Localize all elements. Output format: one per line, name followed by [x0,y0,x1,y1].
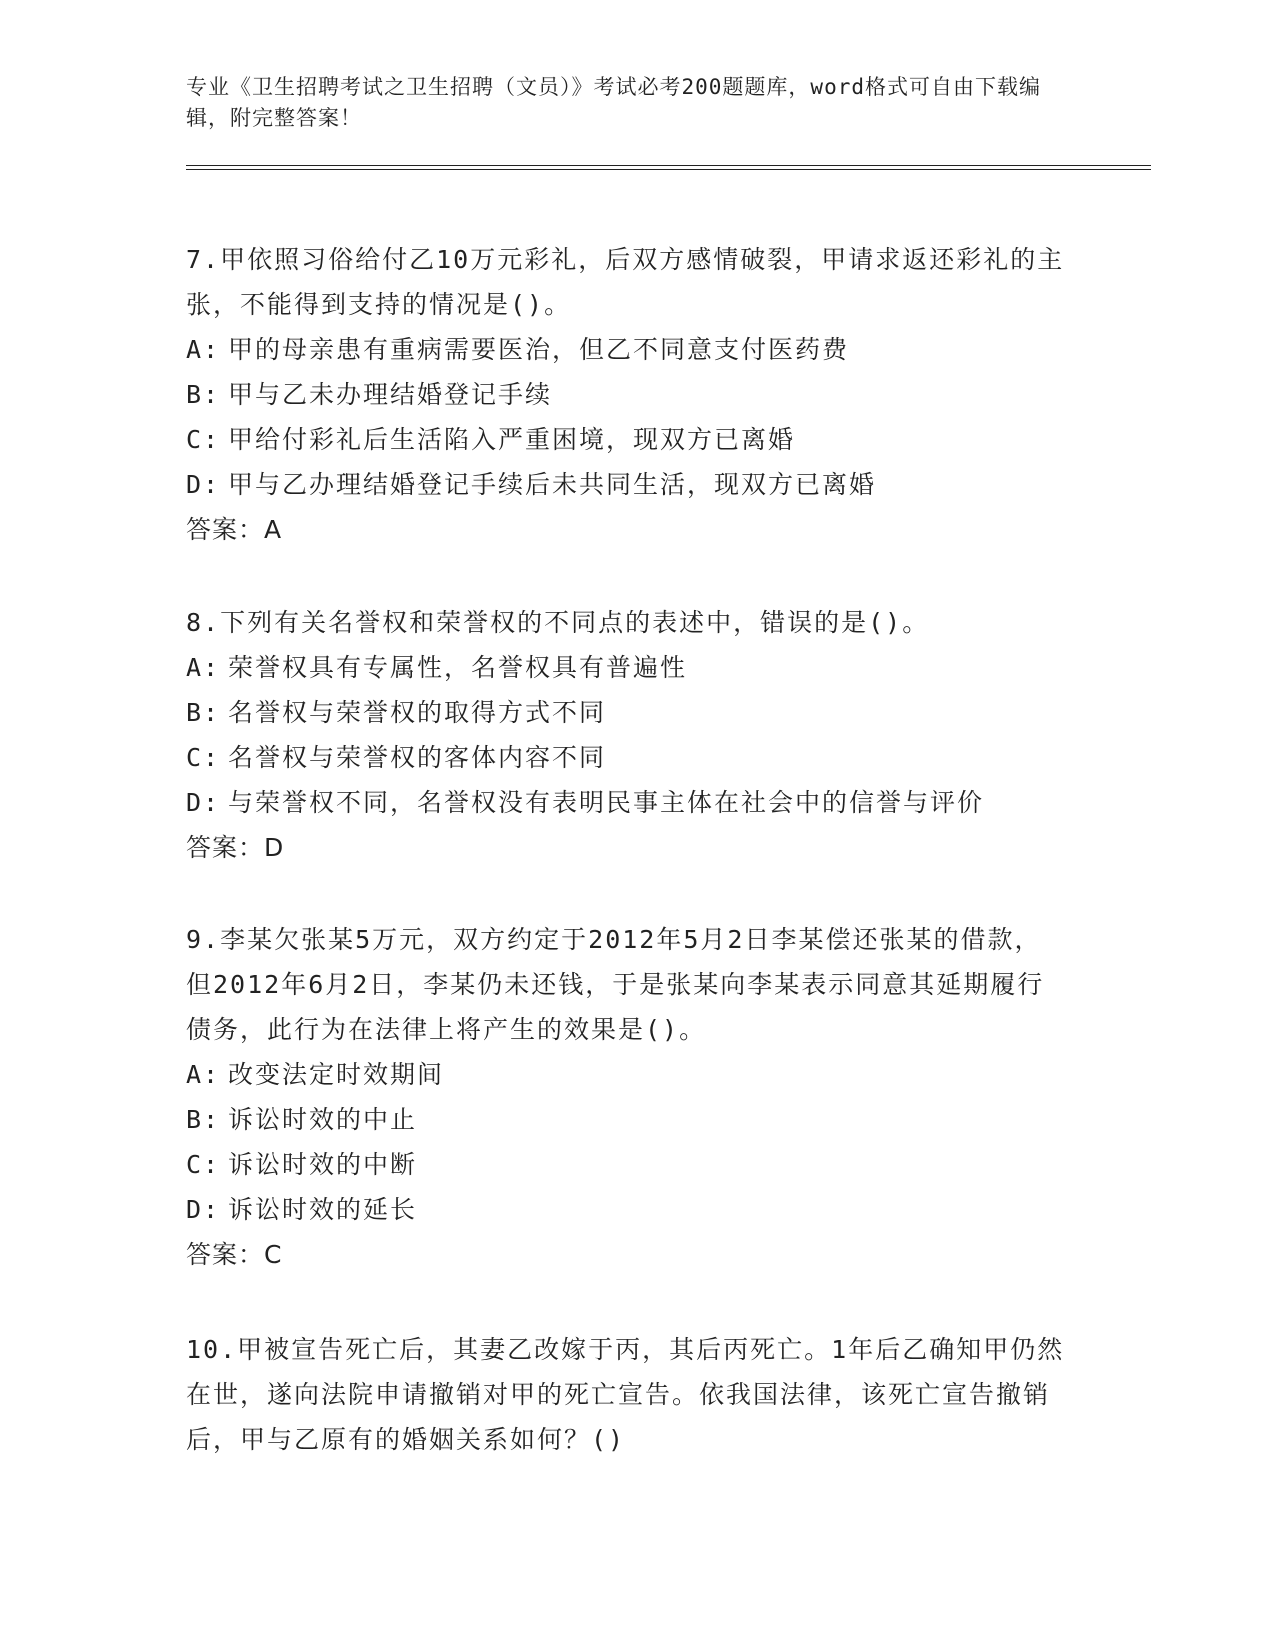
question-stem: 7.甲依照习俗给付乙10万元彩礼，后双方感情破裂，甲请求返还彩礼的主张，不能得到支持的情况是()。 [186,245,1065,319]
option-label: C: [186,743,221,772]
option-label: C: [186,1150,221,1179]
option-text: 名誉权与荣誉权的客体内容不同 [228,743,607,772]
option-c [186,1142,1066,1187]
option-label: B: [186,1105,221,1134]
question-stem: 9.李某欠张某5万元，双方约定于2012年5月2日李某偿还张某的借款，但2012年6月2日，李某仍未还钱，于是张某向李某表示同意其延期履行债务，此行为在法律上将产生的效果是()。 [186,925,1045,1044]
option-text: 诉讼时效的中断 [228,1150,418,1179]
option-c [186,735,1066,780]
option-b [186,1097,1066,1142]
question-stem: 10.甲被宣告死亡后，其妻乙改嫁于丙，其后丙死亡。1年后乙确知甲仍然在世，遂向法院申请撤销对甲的死亡宣告。依我国法律，该死亡宣告撤销后，甲与乙原有的婚姻关系如何？() [186,1335,1065,1454]
question-block [186,237,1066,552]
option-b [186,690,1066,735]
option-label: D: [186,470,221,499]
option-text: 甲的母亲患有重病需要医治，但乙不同意支付医药费 [228,335,850,364]
answer: 答案：A [186,515,283,544]
header-divider [186,165,1151,170]
option-text: 改变法定时效期间 [228,1060,445,1089]
option-d [186,462,1066,507]
answer: 答案：D [186,833,285,862]
option-c [186,417,1066,462]
option-b [186,372,1066,417]
option-label: D: [186,788,221,817]
option-text: 甲给付彩礼后生活陷入严重困境，现双方已离婚 [228,425,796,454]
option-label: D: [186,1195,221,1224]
option-label: B: [186,698,221,727]
option-text: 与荣誉权不同，名誉权没有表明民事主体在社会中的信誉与评价 [228,788,985,817]
option-label: A: [186,1060,221,1089]
option-a [186,1052,1066,1097]
document-header: 专业《卫生招聘考试之卫生招聘（文员）》考试必考200题题库，word格式可自由下载编辑，附完整答案！ [186,75,1041,130]
answer: 答案：C [186,1240,283,1269]
option-text: 荣誉权具有专属性，名誉权具有普遍性 [228,653,688,682]
option-text: 诉讼时效的中止 [228,1105,418,1134]
question-block [186,1327,1066,1462]
option-label: A: [186,335,221,364]
option-text: 甲与乙办理结婚登记手续后未共同生活，现双方已离婚 [228,470,877,499]
document-page [186,72,1151,1454]
option-text: 名誉权与荣誉权的取得方式不同 [228,698,607,727]
option-label: B: [186,380,221,409]
option-d [186,1187,1066,1232]
option-text: 甲与乙未办理结婚登记手续 [228,380,553,409]
option-text: 诉讼时效的延长 [228,1195,418,1224]
option-label: C: [186,425,221,454]
question-stem: 8.下列有关名誉权和荣誉权的不同点的表述中，错误的是()。 [186,608,930,637]
question-block [186,917,1066,1277]
option-d [186,780,1066,825]
option-a [186,327,1066,372]
option-a [186,645,1066,690]
question-block [186,600,1066,870]
option-label: A: [186,653,221,682]
